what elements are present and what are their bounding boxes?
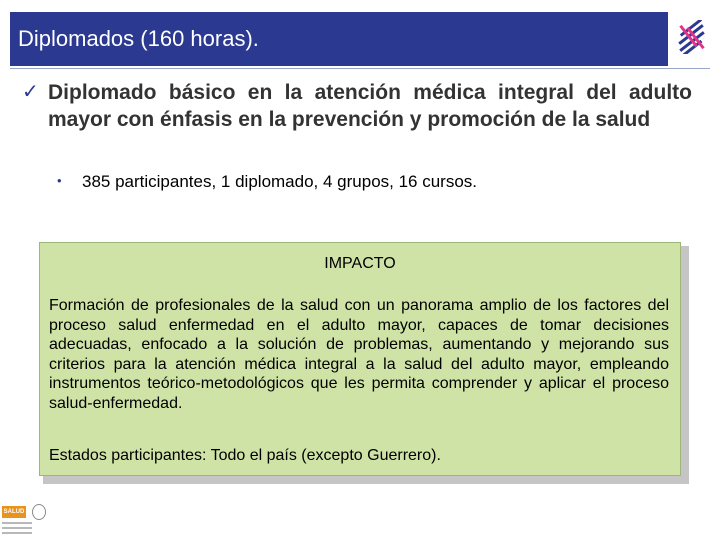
sub-bullet-text: 385 participantes, 1 diplomado, 4 grupos, 16 cursos. — [82, 172, 478, 191]
slide-title: Diplomados (160 horas). — [18, 26, 259, 51]
check-icon: ✓ — [22, 81, 39, 103]
footer-lines — [2, 522, 46, 537]
header-divider — [10, 68, 710, 69]
impact-title: IMPACTO — [324, 255, 396, 272]
impact-box — [39, 242, 681, 476]
impact-states: Estados participantes: Todo el país (excepto Guerrero). — [49, 447, 441, 464]
institution-logo-icon — [674, 20, 710, 54]
impact-body: Formación de profesionales de la salud con un panorama amplio de los factores del proceso salud enfermedad en el adulto mayor, capaces de tomar decisiones adecuadas, enfocado a la solución de problemas, aumentando y mejorando sus criterios para la atención médica integral a la salud del adulto mayor, empleando instrumentos teórico-metodológicos que les permita comprender y aplicar el proceso salud-enfermedad. — [49, 297, 669, 412]
footer-logo — [2, 502, 46, 536]
title-bar — [10, 12, 668, 66]
main-bullet-text: Diplomado básico en la atención médica integral del adulto mayor con énfasis en la prevención y promoción de la salud — [48, 81, 692, 131]
bullet-dot-icon: • — [57, 173, 62, 188]
salud-tag: SALUD — [2, 506, 26, 518]
seal-icon — [32, 504, 46, 520]
